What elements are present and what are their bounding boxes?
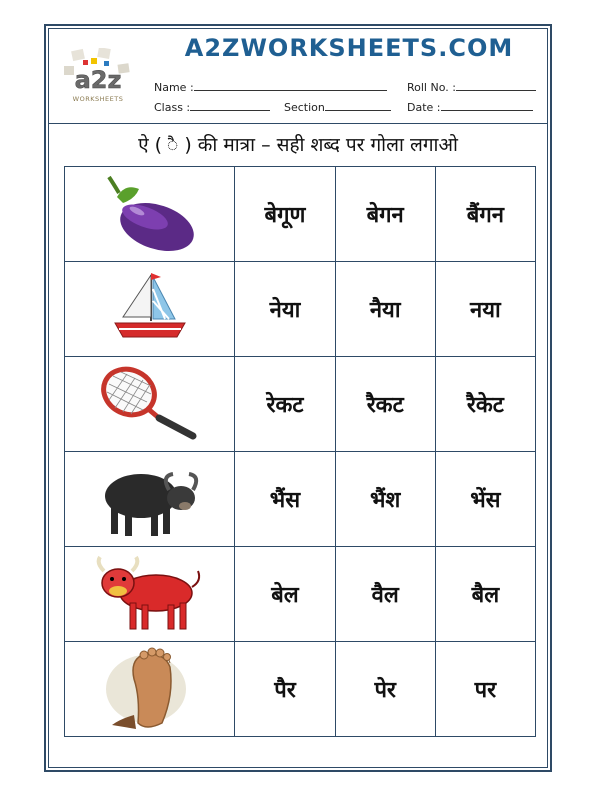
- date-label: Date :: [407, 101, 441, 114]
- roll-line[interactable]: [456, 80, 536, 91]
- word-option[interactable]: पैर: [235, 642, 335, 737]
- date-field[interactable]: [407, 100, 533, 114]
- name-line[interactable]: [194, 80, 387, 91]
- picture-cell: [65, 262, 235, 357]
- word-option[interactable]: नया: [435, 262, 535, 357]
- word-option[interactable]: बेगन: [335, 167, 435, 262]
- buffalo-icon: [65, 456, 234, 542]
- name-field[interactable]: [154, 80, 387, 94]
- svg-text:a2z: a2z: [74, 66, 122, 94]
- header-divider: [48, 123, 548, 124]
- roll-label: Roll No. :: [407, 81, 456, 94]
- eggplant-icon: [65, 169, 234, 259]
- table-row: [65, 262, 536, 357]
- word-option[interactable]: नैया: [335, 262, 435, 357]
- table-row: [65, 167, 536, 262]
- class-label: Class :: [154, 101, 191, 114]
- bull-icon: [65, 551, 234, 637]
- word-option[interactable]: बेल: [235, 547, 335, 642]
- foot-icon: [65, 645, 234, 733]
- word-option[interactable]: पेर: [335, 642, 435, 737]
- section-line[interactable]: [325, 100, 391, 111]
- table-row: [65, 452, 536, 547]
- site-title: A2ZWORKSHEETS.COM: [184, 34, 514, 62]
- word-table: [64, 166, 536, 737]
- word-option[interactable]: रैकेट: [435, 357, 535, 452]
- word-option[interactable]: भैंस: [235, 452, 335, 547]
- word-option[interactable]: रैकट: [335, 357, 435, 452]
- table-row: [65, 547, 536, 642]
- word-option[interactable]: बैल: [435, 547, 535, 642]
- section-field[interactable]: [284, 100, 391, 114]
- word-option[interactable]: बेगूण: [235, 167, 335, 262]
- word-option[interactable]: वैल: [335, 547, 435, 642]
- picture-cell: [65, 167, 235, 262]
- picture-cell: [65, 452, 235, 547]
- word-option[interactable]: पर: [435, 642, 535, 737]
- roll-field[interactable]: [407, 80, 536, 94]
- svg-text:WORKSHEETS: WORKSHEETS: [72, 95, 124, 103]
- word-option[interactable]: बैंगन: [435, 167, 535, 262]
- table-row: [65, 357, 536, 452]
- tennis-racket-icon: [65, 362, 234, 446]
- picture-cell: [65, 547, 235, 642]
- sailboat-icon: [65, 269, 234, 349]
- instruction-text: ऐ ( ै ) की मात्रा – सही शब्द पर गोला लगाओ: [138, 134, 458, 156]
- name-label: Name :: [154, 81, 194, 94]
- picture-cell: [65, 642, 235, 737]
- picture-cell: [65, 357, 235, 452]
- section-label: Section: [284, 101, 325, 114]
- word-option[interactable]: भेंस: [435, 452, 535, 547]
- table-row: [65, 642, 536, 737]
- word-option[interactable]: रेकट: [235, 357, 335, 452]
- word-option[interactable]: भैंश: [335, 452, 435, 547]
- a2z-logo: [58, 48, 138, 106]
- class-field[interactable]: [154, 100, 270, 114]
- class-line[interactable]: [190, 100, 270, 111]
- date-line[interactable]: [441, 100, 533, 111]
- word-option[interactable]: नेया: [235, 262, 335, 357]
